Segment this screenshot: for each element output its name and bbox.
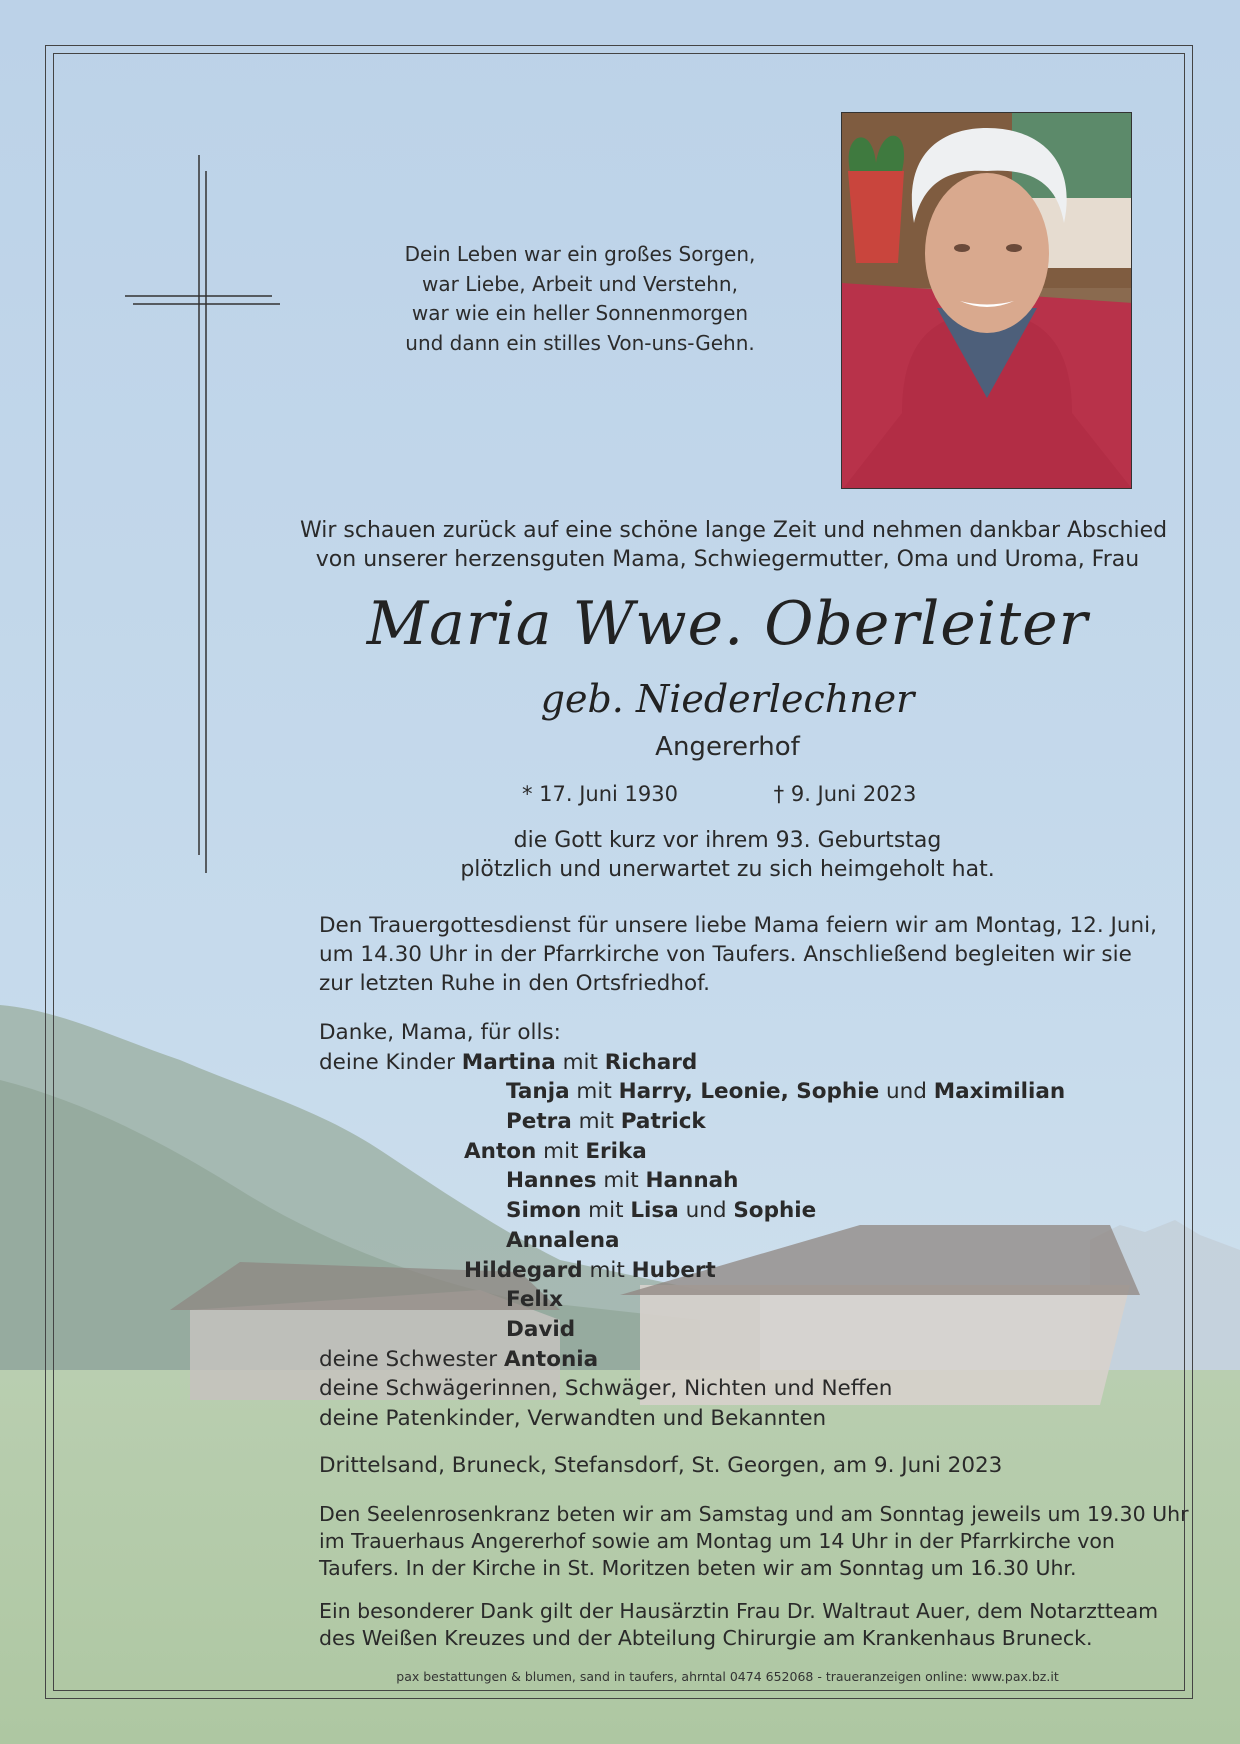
called-home-line: die Gott kurz vor ihrem 93. Geburtstag: [513, 828, 942, 853]
funeral-line: um 14.30 Uhr in der Pfarrkirche von Taufers. Anschließend begleiten wir sie: [319, 942, 1132, 967]
special-thanks-line: Ein besonderer Dank gilt der Hausärztin Frau Dr. Waltraut Auer, dem Notarztteam: [319, 1599, 1159, 1623]
poem-line: und dann ein stilles Von-uns-Gehn.: [405, 330, 755, 355]
special-thanks-line: des Weißen Kreuzes und der Abteilung Chirurgie am Krankenhaus Bruneck.: [319, 1626, 1093, 1650]
footer-imprint: pax bestattungen & blumen, sand in taufers, ahrntal 0474 652068 - traueranzeigen online: www.pax.bz.it: [396, 1669, 1059, 1684]
mourner-row: Felix: [506, 1287, 564, 1313]
mourners-list: [319, 1018, 1133, 1434]
intro-line: von unserer herzensguten Mama, Schwiegermutter, Oma und Uroma, Frau: [315, 547, 1140, 572]
farm-name: Angererhof: [655, 732, 800, 762]
mourner-row: David: [506, 1316, 576, 1342]
maiden-name: geb. Niederlechner: [540, 677, 915, 721]
mourner-row: Hannes mit Hannah: [506, 1168, 739, 1194]
place-date: Drittelsand, Bruneck, Stefansdorf, St. Georgen, am 9. Juni 2023: [319, 1453, 1003, 1478]
funeral-line: zur letzten Ruhe in den Ortsfriedhof.: [319, 971, 710, 996]
poem: [380, 240, 780, 358]
poem-line: war wie ein heller Sonnenmorgen: [411, 301, 749, 325]
poem-line: war Liebe, Arbeit und Verstehn,: [422, 271, 738, 296]
cross-icon: [120, 155, 285, 875]
mourner-row: Hildegard mit Hubert: [464, 1257, 716, 1283]
funeral-text: [319, 911, 1157, 998]
intro-text: [300, 516, 1168, 574]
deceased-name: Maria Wwe. Oberleiter: [366, 589, 1089, 659]
rosary-text: [319, 1501, 1189, 1582]
thanks-heading: Danke, Mama, für olls:: [319, 1020, 561, 1045]
mourner-row: Petra mit Patrick: [506, 1109, 706, 1135]
intro-line: Wir schauen zurück auf eine schöne lange Zeit und nehmen dankbar Abschied: [300, 518, 1168, 543]
mourner-row: deine Patenkinder, Verwandten und Bekannten: [319, 1405, 827, 1431]
portrait-photo: [841, 112, 1132, 489]
mourner-row: Simon mit Lisa und Sophie: [506, 1198, 817, 1224]
mourner-row: Annalena: [506, 1227, 620, 1253]
funeral-line: Den Trauergottesdienst für unsere liebe Mama feiern wir am Montag, 12. Juni,: [319, 913, 1157, 938]
poem-line: Dein Leben war ein großes Sorgen,: [404, 242, 756, 266]
mourner-row: deine Schwägerinnen, Schwäger, Nichten und Neffen: [319, 1376, 893, 1402]
mourner-row: Tanja mit Harry, Leonie, Sophie und Maximilian: [506, 1079, 1066, 1105]
called-home-text: [300, 826, 1155, 884]
birth-date: * 17. Juni 1930: [521, 782, 678, 806]
special-thanks-text: [319, 1598, 1159, 1652]
rosary-line: im Trauerhaus Angererhof sowie am Montag um 14 Uhr in der Pfarrkirche von: [319, 1529, 1115, 1553]
called-home-line: plötzlich und unerwartet zu sich heimgeholt hat.: [460, 857, 995, 882]
rosary-line: Taufers. In der Kirche in St. Moritzen beten wir am Sonntag um 16.30 Uhr.: [319, 1556, 1077, 1580]
death-date: † 9. Juni 2023: [773, 782, 917, 806]
mourner-row: deine Kinder Martina mit Richard: [319, 1049, 698, 1075]
mourner-row: deine Schwester Antonia: [319, 1346, 599, 1372]
rosary-line: Den Seelenrosenkranz beten wir am Samstag und am Sonntag jeweils um 19.30 Uhr: [319, 1502, 1189, 1526]
mourner-row: Anton mit Erika: [464, 1138, 647, 1164]
